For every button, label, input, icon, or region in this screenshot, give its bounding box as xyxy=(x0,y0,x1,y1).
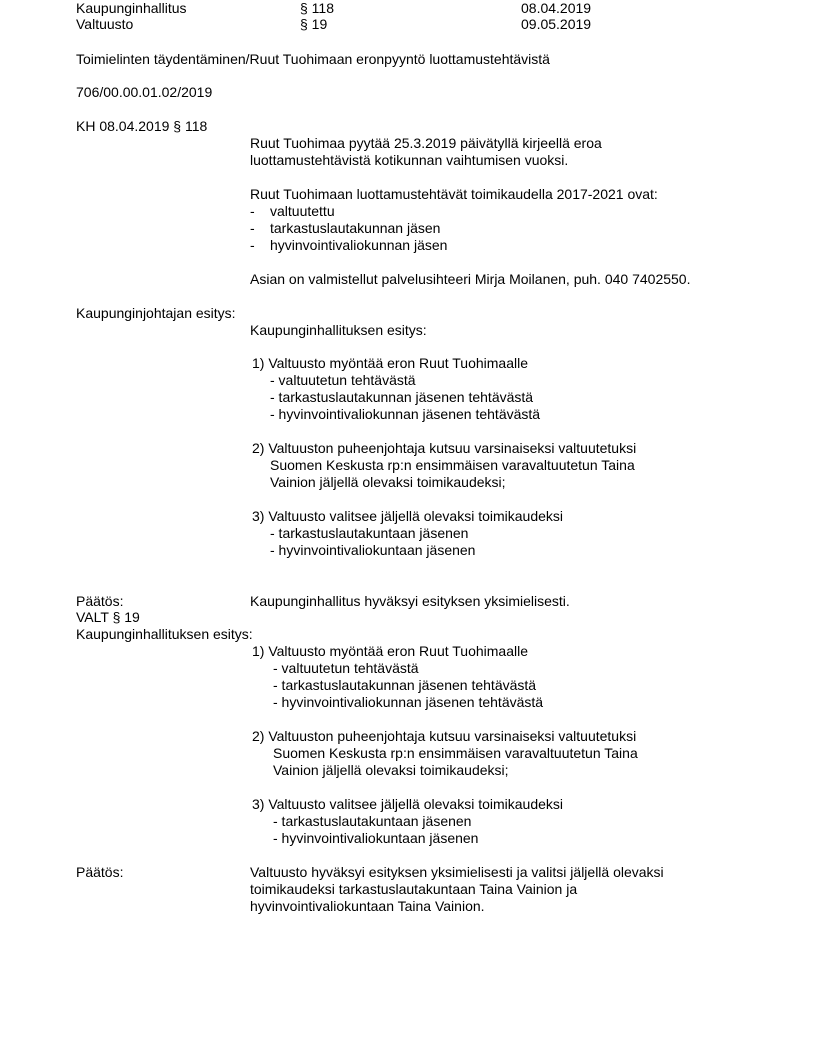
document-title: Toimielinten täydentäminen/Ruut Tuohimaan eronpyyntö luottamustehtävistä xyxy=(76,51,550,67)
positions-list xyxy=(250,203,447,254)
kh-label: KH 08.04.2019 § 118 xyxy=(76,118,208,134)
positions-intro: Ruut Tuohimaan luottamustehtävät toimikaudella 2017-2021 ovat: xyxy=(250,186,658,202)
header-body-valt: Valtuusto xyxy=(76,16,134,32)
list-item: - tarkastuslautakunnan jäsen xyxy=(250,220,441,236)
kh-request-line: luottamustehtävistä kotikunnan vaihtumisen vuoksi. xyxy=(250,152,569,168)
proposal-item-3: 3) Valtuusto valitsee jäljellä olevaksi toimikaudeksi - tarkastuslautakuntaan jäsenen - hyvinvointivaliokuntaan jäsenen xyxy=(252,508,564,558)
mayor-proposal-heading: Kaupunginhallituksen esitys: xyxy=(250,322,427,338)
header-section-kh: § 118 xyxy=(300,0,334,16)
record-number: 706/00.00.01.02/2019 xyxy=(76,84,213,100)
dash-bullet: - xyxy=(250,203,255,219)
kh-decision-text: Kaupunginhallitus hyväksyi esityksen yksimielisesti. xyxy=(250,593,570,609)
valt-label: VALT § 19 xyxy=(76,609,140,625)
mayor-proposal-label: Kaupunginjohtajan esitys: xyxy=(76,305,236,321)
proposal-item-1: 1) Valtuusto myöntää eron Ruut Tuohimaalle - valtuutetun tehtävästä - tarkastuslautakunnan jäsenen tehtävästä - hyvinvointivaliokunnan jäsenen tehtävästä xyxy=(252,355,541,422)
kh-request xyxy=(250,135,602,169)
valt-item-2: 2) Valtuuston puheenjohtaja kutsuu varsinaiseksi valtuutetuksi Suomen Keskusta rp:n ensimmäisen varavaltuutetun Taina Vainion jäljellä olevaksi toimikaudeksi; xyxy=(252,728,638,778)
valt-item-1: 1) Valtuusto myöntää eron Ruut Tuohimaalle - valtuutetun tehtävästä - tarkastuslautakunnan jäsenen tehtävästä - hyvinvointivaliokunnan jäsenen tehtävästä xyxy=(252,643,544,710)
header-section-valt: § 19 xyxy=(300,16,328,32)
kh-decision-label: Päätös: xyxy=(76,593,124,609)
dash-bullet: - xyxy=(250,220,255,236)
list-item: - valtuutettu xyxy=(250,203,335,219)
list-item: - hyvinvointivaliokunnan jäsen xyxy=(250,237,448,253)
dash-bullet: - xyxy=(250,237,255,253)
proposal-item-2: 2) Valtuuston puheenjohtaja kutsuu varsinaiseksi valtuutetuksi Suomen Keskusta rp:n ensimmäisen varavaltuutetun Taina Vainion jäljellä olevaksi toimikaudeksi; xyxy=(252,440,637,490)
header-body-kh: Kaupunginhallitus xyxy=(76,0,187,16)
header-date-valt: 09.05.2019 xyxy=(521,16,592,32)
header-date-kh: 08.04.2019 xyxy=(521,0,592,16)
preparer-note: Asian on valmistellut palvelusihteeri Mirja Moilanen, puh. 040 7402550. xyxy=(250,271,691,287)
valt-decision-text: Valtuusto hyväksyi esityksen yksimielisesti ja valitsi jäljellä olevaksi toimikaudeksi tarkastuslautakuntaan Taina Vainion ja hyvinvointivaliokuntaan Taina Vainion. xyxy=(250,864,664,914)
kh-request-line: Ruut Tuohimaa pyytää 25.3.2019 päivätyllä kirjeellä eroa xyxy=(250,135,602,151)
valt-proposal-label: Kaupunginhallituksen esitys: xyxy=(76,626,253,642)
valt-item-3: 3) Valtuusto valitsee jäljellä olevaksi toimikaudeksi - tarkastuslautakuntaan jäsenen - hyvinvointivaliokuntaan jäsenen xyxy=(252,796,564,846)
valt-decision-label: Päätös: xyxy=(76,864,124,880)
